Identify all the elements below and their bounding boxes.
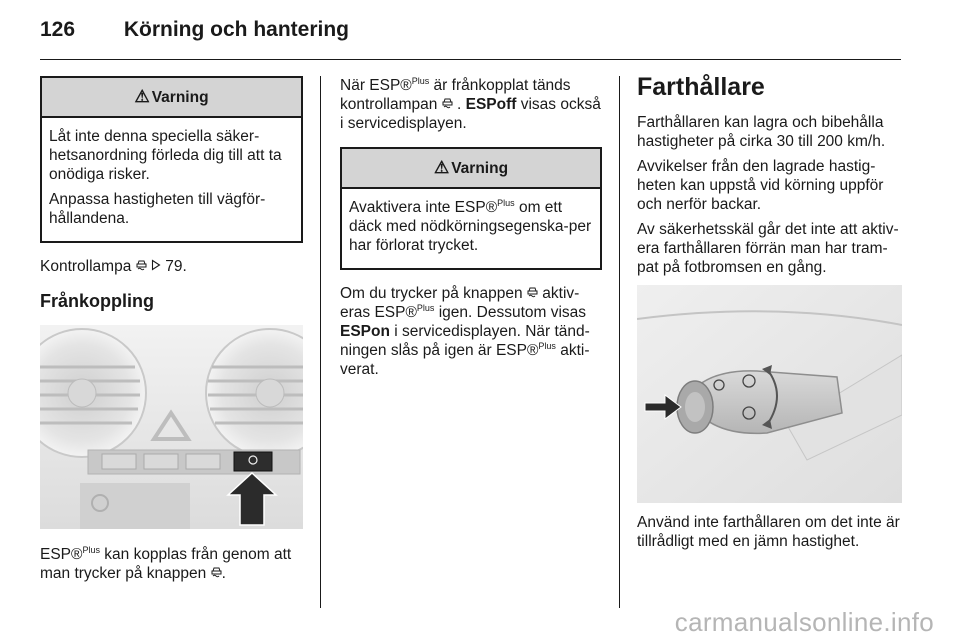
column-1 — [40, 76, 303, 589]
esp-on-text: Om du trycker på knappen aktiv-eras ESP®$^{Plus}$ igen. Dessutom visas ESPon i servicedisplayen. När tänd-ningen slås på igen är ESP®$^{Plus}$ akti-verat. — [340, 285, 590, 378]
warning-triangle-icon: ⚠ — [433, 158, 450, 177]
page-title: Körning och hantering — [123, 18, 349, 41]
cruise-control-lever-illustration — [637, 285, 902, 503]
body-text: Farthållaren kan lagra och bibehålla hastigheter på cirka 30 till 200 km/h. — [637, 114, 886, 150]
warning-text: Avaktivera inte ESP®$^{Plus}$ om ett däck med nödkörningsegenska-per har förlorat trycket. — [349, 198, 592, 254]
esp-skid-car-icon — [211, 566, 222, 578]
body-text: Av säkerhetsskäl går det inte att aktiv-era farthållaren förrän man har tram-pat på fotbromsen en gång. — [637, 221, 899, 276]
header-rule — [40, 59, 901, 60]
body-text: Använd inte farthållaren om det inte är tillrådligt med en jämn hastighet. — [637, 514, 900, 550]
section-heading: Frånkoppling — [40, 291, 154, 311]
warning-box-1 — [40, 76, 303, 243]
column-2 — [340, 76, 602, 385]
body-text: Avvikelser från den lagrade hastig-heten kan uppstå vid körning uppför och nerför backar. — [637, 158, 884, 213]
esp-disable-text: ESP®$^{Plus}$ kan kopplas från genom att man trycker på knappen . — [40, 545, 292, 582]
column-divider-2 — [619, 76, 620, 608]
control-lamp-ref: Kontrollampa 79. — [40, 258, 187, 275]
esp-skid-car-icon — [527, 286, 538, 298]
esp-skid-car-icon — [136, 259, 147, 271]
warning-text: Anpassa hastigheten till vägför-hållandena. — [49, 191, 266, 227]
warning-box-2 — [340, 147, 602, 270]
warning-text: Låt inte denna speciella säker-hetsanordning förleda dig till att ta onödiga risker. — [49, 128, 282, 183]
dashboard-esp-button-illustration — [40, 325, 303, 529]
watermark: carmanualsonline.info — [674, 607, 934, 637]
warning-title-1: ⚠ Varning — [42, 78, 301, 118]
page-number: 126 — [40, 18, 76, 41]
warning-title-2: ⚠ Varning — [342, 149, 600, 189]
esp-skid-car-icon — [442, 97, 453, 109]
page-reference-arrow-icon — [151, 259, 161, 271]
page-header — [40, 18, 349, 42]
section-title: Farthållare — [637, 73, 765, 101]
esp-off-text: När ESP®$^{Plus}$ är frånkopplat tänds kontrollampan . ESPoff visas också i servicedisplayen. — [340, 76, 601, 132]
warning-triangle-icon: ⚠ — [134, 87, 150, 106]
column-3 — [637, 73, 902, 557]
column-divider-1 — [320, 76, 321, 608]
